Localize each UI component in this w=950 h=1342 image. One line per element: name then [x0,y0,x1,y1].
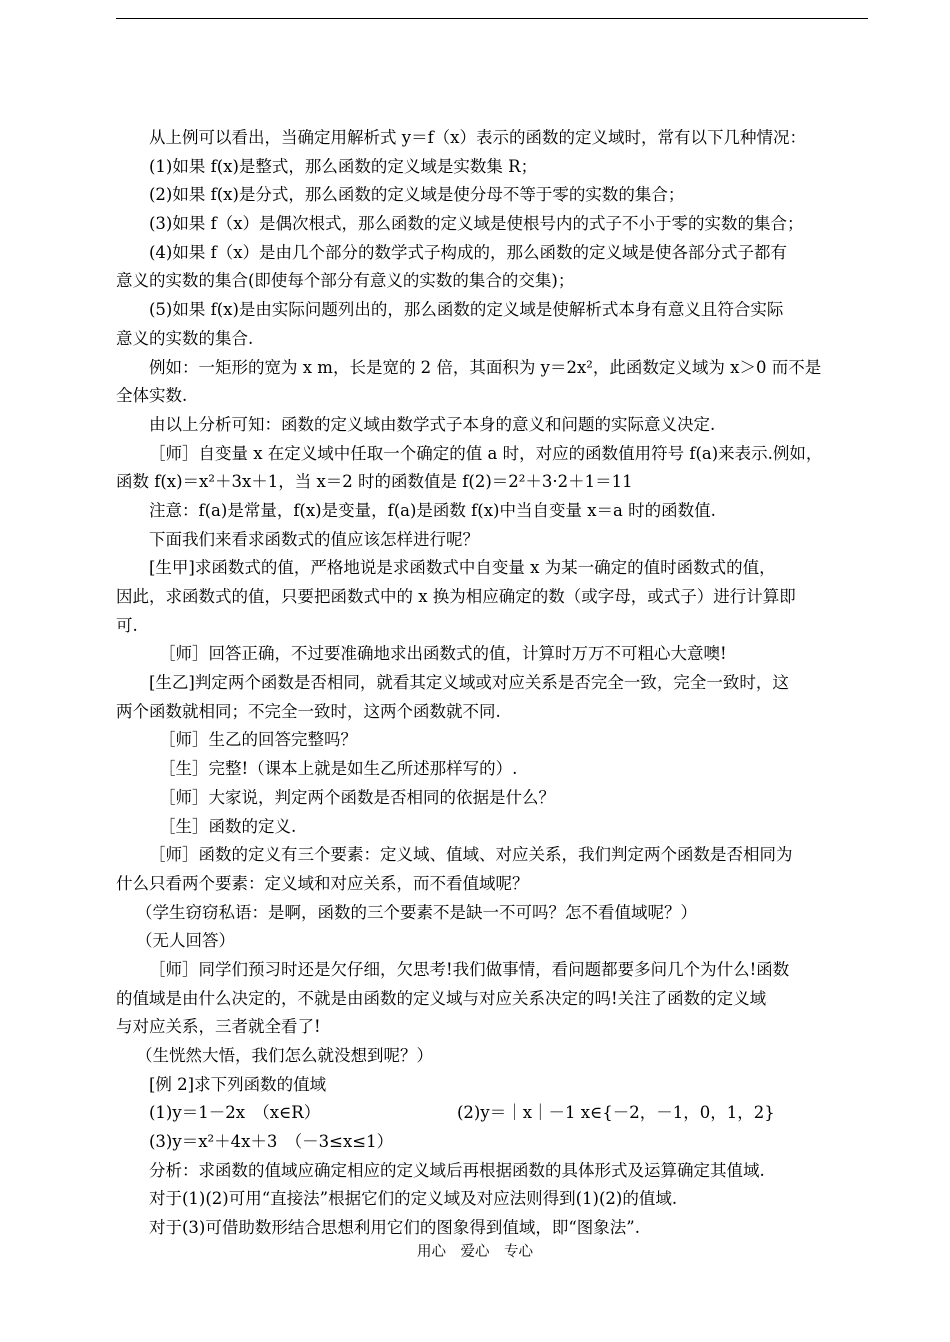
text-line: ［师］同学们预习时还是欠仔细，欠思考!我们做事情，看问题都要多问几个为什么!函数 [149,959,790,979]
text-line: 函数 f(x)＝x²＋3x＋1，当 x＝2 时的函数值是 f(2)＝2²＋3·2＋1＝11 [116,472,633,492]
text-line: 什么只看两个要素：定义域和对应关系，而不看值域呢？ [116,873,529,893]
text-line: 下面我们来看求函数式的值应该怎样进行呢？ [149,529,479,549]
text-line: 两个函数就相同；不完全一致时，这两个函数就不同. [116,701,501,721]
text-line: [生甲]求函数式的值，严格地说是求函数式中自变量 x 为某一确定的值时函数式的值， [149,558,776,578]
text-line: [生乙]判定两个函数是否相同，就看其定义域或对应关系是否完全一致，完全一致时，这 [149,673,789,693]
text-line: 由以上分析可知：函数的定义域由数学式子本身的意义和问题的实际意义决定. [149,414,716,434]
text-line: (1)如果 f(x)是整式，那么函数的定义域是实数集 R； [149,156,538,176]
text-line: ［师］回答正确，不过要准确地求出函数式的值，计算时万万不可粗心大意噢! [159,644,727,664]
text-line: 从上例可以看出，当确定用解析式 y＝f（x）表示的函数的定义域时，常有以下几种情况： [149,128,806,147]
text-line: (4)如果 f（x）是由几个部分的数学式子构成的，那么函数的定义域是使各部分式子都有 [149,242,788,262]
text-line: 的值域是由什么决定的，不就是由函数的定义域与对应关系决定的吗!关注了函数的定义域 [116,988,767,1008]
text-line: 对于(1)(2)可用“直接法”根据它们的定义域及对应法则得到(1)(2)的值域. [149,1189,678,1209]
text-line: 对于(3)可借助数形结合思想利用它们的图象得到值域，即“图象法”. [149,1218,640,1238]
text-line: 意义的实数的集合(即使每个部分有意义的实数的集合的交集)； [116,271,575,291]
text-line: 注意：f(a)是常量，f(x)是变量，f(a)是函数 f(x)中当自变量 x＝a 时的函数值. [149,500,716,520]
text-line: ［师］大家说，判定两个函数是否相同的依据是什么？ [159,787,555,807]
text-line: 意义的实数的集合. [116,328,254,348]
text-line: 例如：一矩形的宽为 x m，长是宽的 2 倍，其面积为 y＝2x²，此函数定义域为 x＞0 而不是 [149,357,822,377]
text-line: 分析：求函数的值域应确定相应的定义域后再根据函数的具体形式及运算确定其值域. [149,1160,765,1180]
text-line: （学生窃窃私语：是啊，函数的三个要素不是缺一不可吗？怎不看值域呢？） [136,902,697,922]
text-line: 与对应关系，三者就全看了! [116,1017,321,1037]
text-line: (3)y＝x²＋4x＋3 （－3≤x≤1） [149,1132,394,1152]
text-line: (3)如果 f（x）是偶次根式，那么函数的定义域是使根号内的式子不小于零的实数的集合； [149,214,804,234]
text-line: ［师］自变量 x 在定义域中任取一个确定的值 a 时，对应的函数值用符号 f(a)来表示.例如， [149,443,823,463]
text-line: ［师］生乙的回答完整吗？ [159,730,357,750]
page-footer: 用心 爱心 专心 [417,1244,533,1260]
document-body [116,124,871,1243]
analysis-block [116,1128,871,1243]
text-line: （无人回答） [136,931,235,951]
paragraph-block [116,124,871,1099]
text-line: ［生］完整!（课本上就是如生乙所述那样写的）. [159,759,518,779]
text-line: ［生］函数的定义. [159,816,297,836]
text-line: (5)如果 f(x)是由实际问题列出的，那么函数的定义域是使解析式本身有意义且符合实际 [149,300,784,320]
text-line: 可. [116,615,138,635]
example-item-2: (2)y＝｜x｜－1 x∈{－2，－1，0，1，2} [457,1103,775,1123]
text-line: （生恍然大悟，我们怎么就没想到呢？） [136,1046,433,1065]
example-item-1: (1)y＝1－2x （x∈R） [149,1103,321,1123]
header-rule [116,18,868,19]
text-line: ［师］函数的定义有三个要素：定义域、值域、对应关系，我们判定两个函数是否相同为 [149,845,793,865]
text-line: [例 2]求下列函数的值域 [149,1074,327,1094]
example-pair-line [116,1099,871,1128]
text-line: (2)如果 f(x)是分式，那么函数的定义域是使分母不等于零的实数的集合； [149,185,685,205]
text-line: 因此，求函数式的值，只要把函数式中的 x 换为相应确定的数（或字母，或式子）进行计算即 [116,587,796,606]
text-line: 全体实数. [116,386,188,406]
